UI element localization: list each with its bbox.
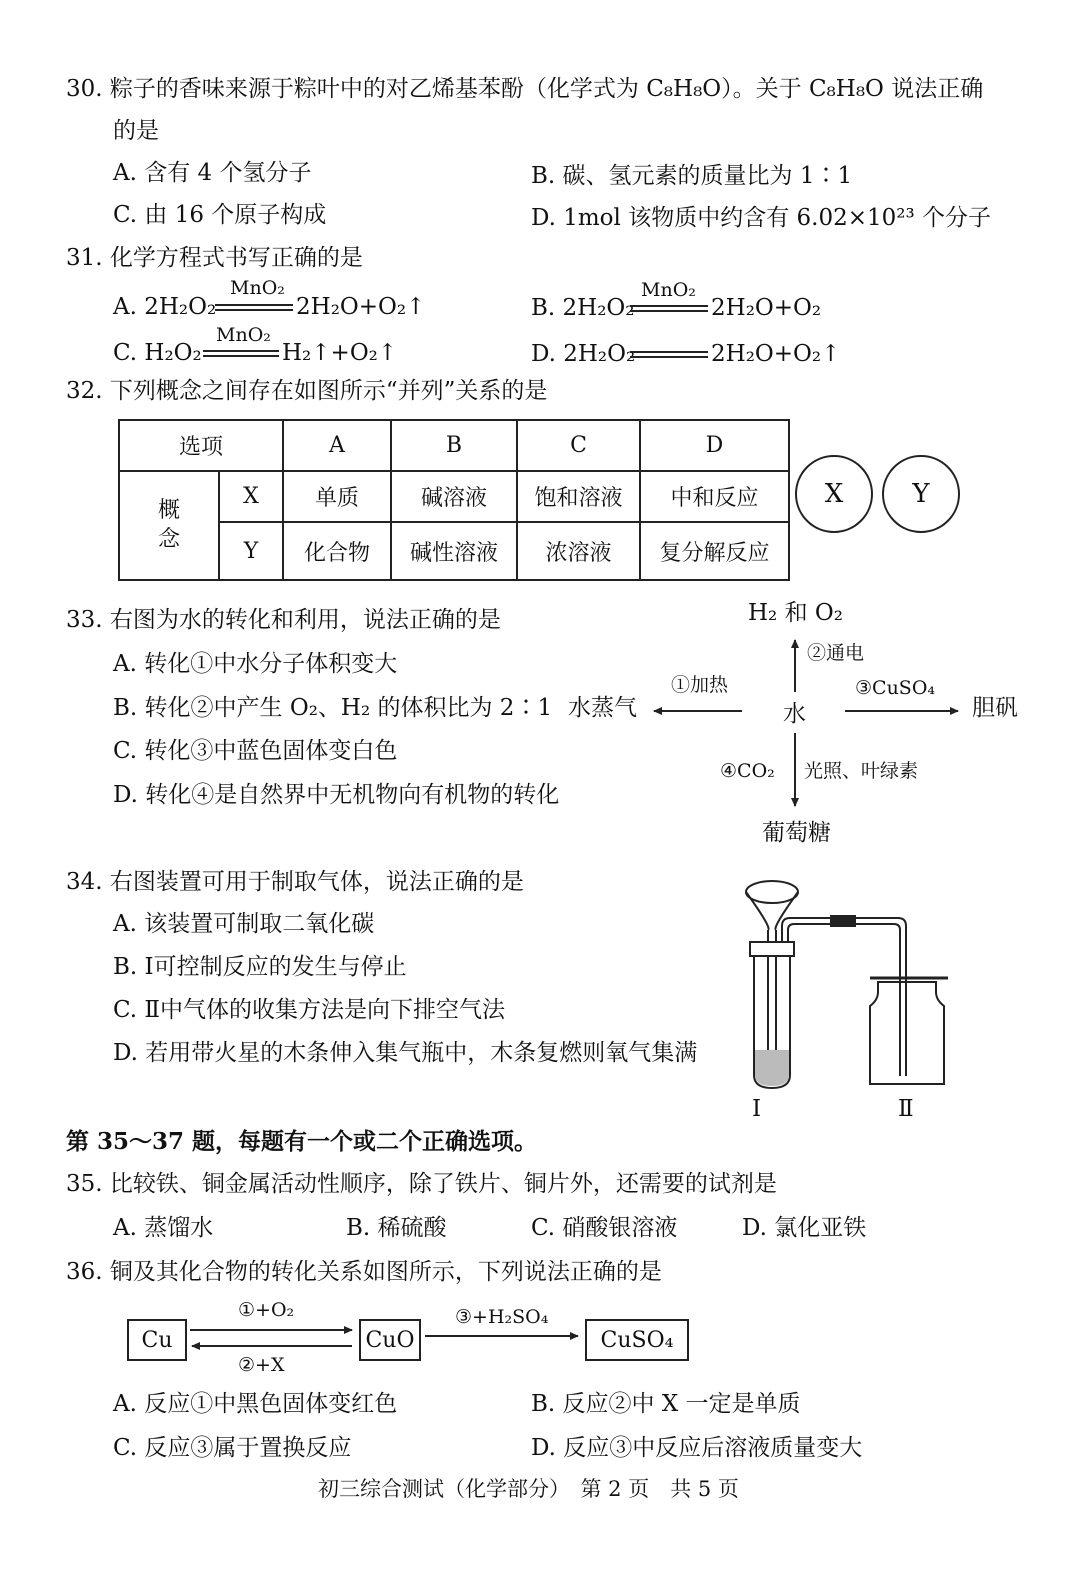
q35-option-b: B. 稀硫酸 [346,1215,447,1241]
q36-option-b: B. 反应②中 X 一定是单质 [531,1391,801,1417]
copper-sulfate-box: CuSO₄ [585,1319,689,1361]
q32-stem: 32. 下列概念之间存在如图所示“并列”关系的是 [66,378,548,404]
q34-option-b: B. Ⅰ可控制反应的发生与停止 [113,954,407,980]
q34-option-d: D. 若用带火星的木条伸入集气瓶中，木条复燃则氧气集满 [113,1040,698,1066]
q30-option-d: D. 1mol 该物质中约含有 6.02×10²³ 个分子 [531,205,992,231]
label-apparatus-1: Ⅰ [752,1096,762,1122]
table-cell: 饱和溶液 [517,471,640,522]
table-cell: 化合物 [283,522,391,580]
table-header-b: B [391,420,517,471]
table-cell: 单质 [283,471,391,522]
q36-stem: 36. 铜及其化合物的转化关系如图所示，下列说法正确的是 [66,1259,662,1285]
cu-arrow1-label: ①+O₂ [238,1299,295,1321]
table-header-option: 选项 [119,420,283,471]
label-apparatus-2: Ⅱ [898,1096,914,1122]
q31-stem: 31. 化学方程式书写正确的是 [66,245,363,271]
copper-box: Cu [127,1319,187,1361]
table-cell: 浓溶液 [517,522,640,580]
q30-option-c: C. 由 16 个原子构成 [113,202,327,228]
q33-stem: 33. 右图为水的转化和利用，说法正确的是 [66,607,501,633]
water-arrow4-condition: 光照、叶绿素 [804,760,919,782]
table-row-y-label: Y [219,522,283,580]
section-note: 第 35～37 题，每题有一个或二个正确选项。 [66,1128,538,1155]
q30-option-b: B. 碳、氢元素的质量比为 1∶1 [531,163,853,189]
water-diagram-right: 胆矾 [972,695,1018,721]
water-arrow2-label: ②通电 [807,642,865,664]
page-footer: 初三综合测试（化学部分） 第 2 页 共 5 页 [318,1477,739,1501]
q30-stem-cont: 的是 [113,118,159,144]
circle-x: X [795,455,873,533]
table-cell: 碱性溶液 [391,522,517,580]
q31-option-d-right: 2H₂O+O₂↑ [711,341,841,367]
q31-option-a-left: A. 2H₂O₂ [113,294,217,320]
table-concept-label: 概念 [119,471,219,580]
q31-b-catalyst: MnO₂ [641,279,696,301]
table-header-c: C [517,420,640,471]
water-arrow4-label: ④CO₂ [720,760,775,782]
q31-option-a-right: 2H₂O+O₂↑ [296,294,426,320]
cu-arrow2-label: ②+X [238,1354,285,1376]
q31-option-c-left: C. H₂O₂ [113,340,202,366]
copper-oxide-box: CuO [359,1319,421,1361]
q35-option-a: A. 蒸馏水 [113,1215,214,1241]
water-arrow1-label: ①加热 [671,674,729,696]
q31-option-b-left: B. 2H₂O₂ [531,295,635,321]
cu-arrow3-label: ③+H₂SO₄ [455,1306,549,1328]
water-diagram-center: 水 [783,701,806,727]
q34-option-c: C. Ⅱ中气体的收集方法是向下排空气法 [113,997,506,1023]
q35-stem: 35. 比较铁、铜金属活动性顺序，除了铁片、铜片外，还需要的试剂是 [66,1171,777,1197]
q35-option-c: C. 硝酸银溶液 [531,1215,678,1241]
q33-option-c: C. 转化③中蓝色固体变白色 [113,738,398,764]
q33-option-b: B. 转化②中产生 O₂、H₂ 的体积比为 2∶1 [113,695,553,721]
q36-option-d: D. 反应③中反应后溶液质量变大 [531,1435,863,1461]
q31-option-d-left: D. 2H₂O₂ [531,341,636,367]
table-cell: 碱溶液 [391,471,517,522]
q36-option-a: A. 反应①中黑色固体变红色 [113,1391,398,1417]
circle-y: Y [882,455,960,533]
water-diagram-left: 水蒸气 [568,695,637,721]
water-arrow3-label: ③CuSO₄ [855,677,936,699]
table-row-x-label: X [219,471,283,522]
q36-option-c: C. 反应③属于置换反应 [113,1435,352,1461]
q34-stem: 34. 右图装置可用于制取气体，说法正确的是 [66,869,524,895]
q34-option-a: A. 该装置可制取二氧化碳 [113,911,375,937]
table-cell: 中和反应 [640,471,789,522]
q31-option-c-right: H₂↑+O₂↑ [282,340,398,366]
q31-a-catalyst: MnO₂ [230,277,285,299]
q30-option-a: A. 含有 4 个氢分子 [113,160,312,186]
table-header-d: D [640,420,789,471]
table-header-a: A [283,420,391,471]
q31-c-catalyst: MnO₂ [216,324,271,346]
q33-option-d: D. 转化④是自然界中无机物向有机物的转化 [113,782,560,808]
q35-option-d: D. 氯化亚铁 [742,1215,867,1241]
q33-option-a: A. 转化①中水分子体积变大 [113,651,398,677]
water-diagram-bottom: 葡萄糖 [762,820,831,846]
q31-option-b-right: 2H₂O+O₂ [711,295,822,321]
q30-stem: 30. 粽子的香味来源于粽叶中的对乙烯基苯酚（化学式为 C₈H₈O）。关于 C₈H₈O 说法正确 [66,76,984,102]
table-cell: 复分解反应 [640,522,789,580]
water-diagram-top: H₂ 和 O₂ [748,600,843,626]
